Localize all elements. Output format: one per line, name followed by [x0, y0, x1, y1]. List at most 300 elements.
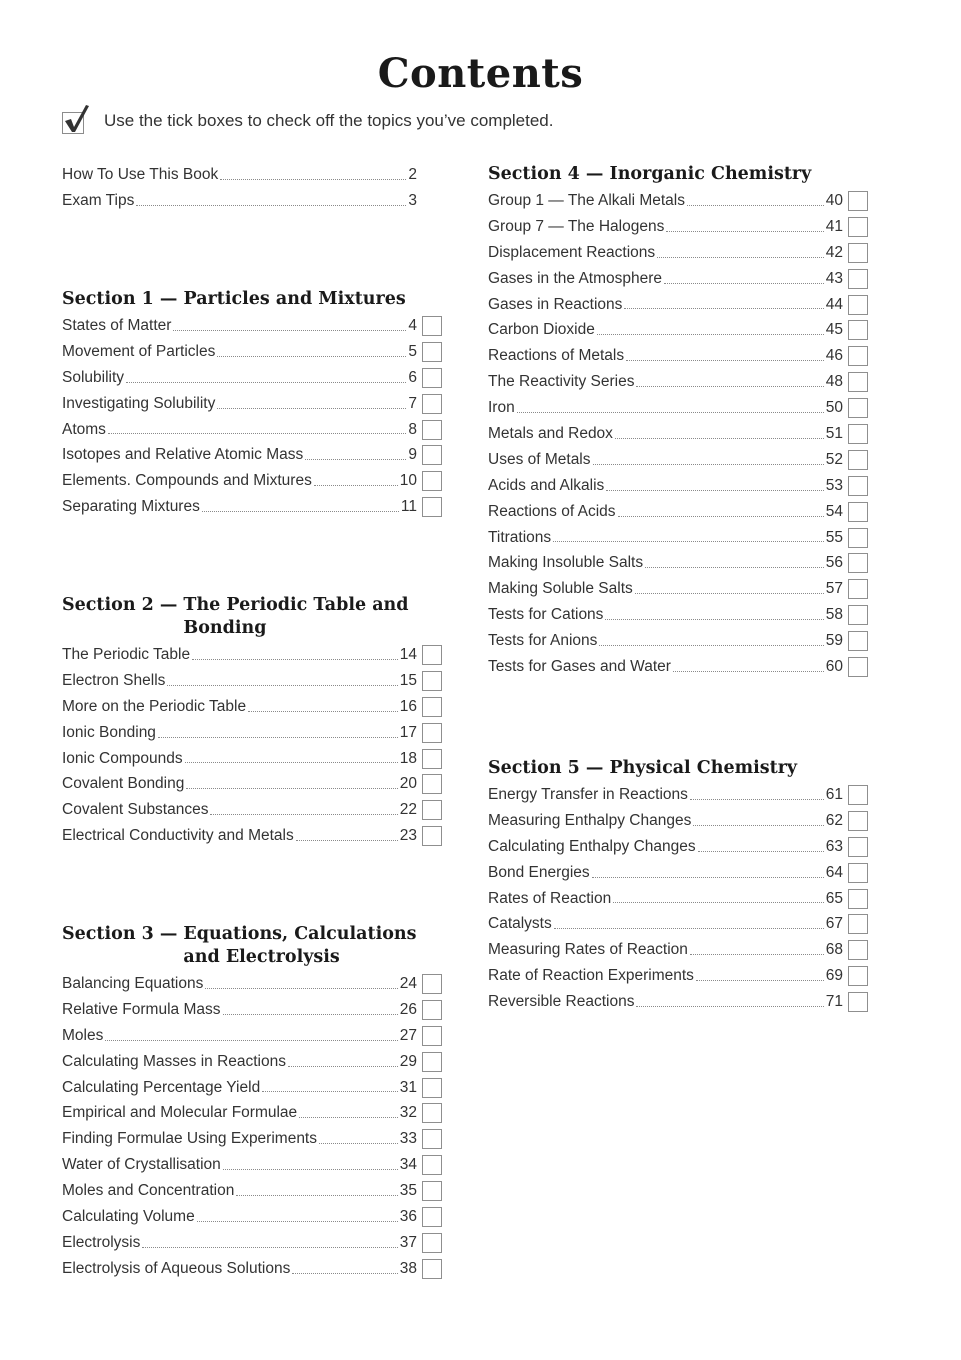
toc-entry[interactable]: [62, 1023, 442, 1049]
completion-checkbox[interactable]: [422, 471, 442, 491]
entry-title: Covalent Substances: [62, 801, 209, 819]
entry-title: Moles: [62, 1026, 104, 1044]
entry-page: 20: [399, 775, 417, 793]
entry-title: Making Insoluble Salts: [488, 554, 644, 572]
entry-page: 9: [408, 446, 417, 464]
completion-checkbox[interactable]: [422, 1155, 442, 1175]
dot-leader: [635, 592, 824, 594]
toc-entry[interactable]: [62, 797, 442, 823]
entry-title: Atoms: [62, 420, 106, 438]
entry-title: Uses of Metals: [488, 450, 591, 468]
dot-leader: [158, 736, 398, 738]
dot-leader: [296, 839, 398, 841]
entry-page: 57: [825, 580, 843, 598]
entry-title: Ionic Compounds: [62, 749, 183, 767]
completion-checkbox[interactable]: [848, 320, 868, 340]
entry-page: 69: [825, 967, 843, 985]
completion-checkbox[interactable]: [422, 1233, 442, 1253]
dot-leader: [314, 484, 398, 486]
entry-page: 11: [400, 498, 417, 516]
dot-leader: [126, 381, 406, 383]
toc-entry[interactable]: [488, 550, 868, 576]
entry-page: 16: [399, 697, 417, 715]
dot-leader: [262, 1090, 398, 1092]
entry-page: 26: [399, 1000, 417, 1018]
completion-checkbox[interactable]: [848, 785, 868, 805]
entry-title: Isotopes and Relative Atomic Mass: [62, 446, 304, 464]
toc-entry[interactable]: [488, 188, 868, 214]
toc-entry[interactable]: [62, 971, 442, 997]
toc-entry[interactable]: [488, 860, 868, 886]
entry-title: Calculating Volume: [62, 1207, 195, 1225]
entry-title: Moles and Concentration: [62, 1182, 235, 1200]
toc-entry[interactable]: [488, 240, 868, 266]
toc-entry[interactable]: [62, 997, 442, 1023]
section-heading: Section 4 — Inorganic Chemistry: [488, 164, 812, 184]
toc-entry[interactable]: [488, 602, 868, 628]
entry-title: Metals and Redox: [488, 424, 613, 442]
section-heading: Section 2 — The Periodic Table and Bonding: [62, 595, 409, 638]
entry-page: 17: [399, 723, 417, 741]
entry-page: 60: [825, 657, 843, 675]
completion-checkbox[interactable]: [422, 749, 442, 769]
entry-title: Electrolysis: [62, 1233, 141, 1251]
dot-leader: [217, 355, 406, 357]
completion-checkbox[interactable]: [848, 295, 868, 315]
entry-page: 54: [825, 502, 843, 520]
toc-entry[interactable]: [488, 963, 868, 989]
entry-page: 56: [825, 554, 843, 572]
completion-checkbox[interactable]: [422, 1078, 442, 1098]
entry-page: 50: [825, 399, 843, 417]
checked-tick-icon: [62, 112, 84, 134]
dot-leader: [605, 618, 823, 620]
toc-entry[interactable]: [488, 834, 868, 860]
completion-checkbox[interactable]: [848, 940, 868, 960]
entry-page: 36: [399, 1207, 417, 1225]
completion-checkbox[interactable]: [848, 837, 868, 857]
dot-leader: [299, 1116, 398, 1118]
entry-title: Investigating Solubility: [62, 394, 216, 412]
dot-leader: [553, 540, 824, 542]
dot-leader: [618, 515, 824, 517]
toc-entry[interactable]: [488, 473, 868, 499]
dot-leader: [292, 1272, 397, 1274]
dot-leader: [223, 1013, 398, 1015]
dot-leader: [593, 463, 824, 465]
entry-title: Group 1 — The Alkali Metals: [488, 191, 685, 209]
entry-page: 24: [399, 974, 417, 992]
entry-page: 41: [825, 217, 843, 235]
entry-page: 64: [825, 863, 843, 881]
dot-leader: [693, 824, 823, 826]
entry-page: 3: [408, 191, 417, 209]
toc-entry[interactable]: [488, 369, 868, 395]
toc-entry[interactable]: [62, 494, 442, 520]
completion-checkbox[interactable]: [422, 974, 442, 994]
entry-title: Rate of Reaction Experiments: [488, 967, 694, 985]
entry-page: 43: [825, 269, 843, 287]
entry-page: 8: [408, 420, 417, 438]
entry-title: Separating Mixtures: [62, 498, 200, 516]
completion-checkbox[interactable]: [422, 645, 442, 665]
toc-entry[interactable]: [62, 1204, 442, 1230]
toc-entry[interactable]: [488, 808, 868, 834]
entry-title: Exam Tips: [62, 191, 135, 209]
entry-page: 45: [825, 321, 843, 339]
toc-entry[interactable]: [62, 1100, 442, 1126]
toc-entry[interactable]: [488, 782, 868, 808]
entry-title: The Periodic Table: [62, 645, 191, 663]
completion-checkbox[interactable]: [848, 914, 868, 934]
entry-page: 52: [825, 450, 843, 468]
toc-entry[interactable]: [488, 576, 868, 602]
completion-checkbox[interactable]: [848, 372, 868, 392]
entry-page: 5: [408, 342, 417, 360]
section-heading: Section 3 — Equations, Calculations and Electrolysis: [62, 924, 417, 967]
entry-page: 65: [825, 889, 843, 907]
dot-leader: [202, 510, 399, 512]
dot-leader: [606, 489, 823, 491]
completion-checkbox[interactable]: [422, 774, 442, 794]
dot-leader: [624, 307, 823, 309]
entry-title: Measuring Rates of Reaction: [488, 941, 688, 959]
dot-leader: [657, 256, 824, 258]
entry-title: Carbon Dioxide: [488, 321, 595, 339]
entry-title: Catalysts: [488, 915, 552, 933]
completion-checkbox[interactable]: [422, 1052, 442, 1072]
toc-entry[interactable]: [488, 628, 868, 654]
completion-checkbox[interactable]: [422, 420, 442, 440]
section-4: [488, 163, 878, 680]
dot-leader: [142, 1246, 397, 1248]
section-5: [488, 757, 878, 1015]
dot-leader: [136, 204, 406, 206]
dot-leader: [626, 359, 824, 361]
entry-title: Tests for Gases and Water: [488, 657, 671, 675]
entry-title: Reactions of Acids: [488, 502, 616, 520]
entry-title: Tests for Cations: [488, 606, 604, 624]
toc-entry[interactable]: [62, 642, 442, 668]
entry-title: Titrations: [488, 528, 552, 546]
entry-title: Group 7 — The Halogens: [488, 217, 665, 235]
dot-leader: [613, 901, 824, 903]
toc-entry[interactable]: [62, 1178, 442, 1204]
toc-entry[interactable]: [62, 1230, 442, 1256]
entry-page: 68: [825, 941, 843, 959]
dot-leader: [599, 644, 823, 646]
entry-title: Elements. Compounds and Mixtures: [62, 472, 312, 490]
completion-checkbox[interactable]: [848, 553, 868, 573]
entry-title: Measuring Enthalpy Changes: [488, 811, 692, 829]
dot-leader: [167, 684, 397, 686]
completion-checkbox[interactable]: [422, 723, 442, 743]
completion-checkbox[interactable]: [848, 811, 868, 831]
toc-entry[interactable]: [488, 292, 868, 318]
entry-title: Covalent Bonding: [62, 775, 185, 793]
entry-page: 61: [825, 785, 843, 803]
dot-leader: [217, 407, 406, 409]
dot-leader: [108, 432, 406, 434]
entry-page: 22: [399, 801, 417, 819]
completion-checkbox[interactable]: [422, 445, 442, 465]
entry-title: Bond Energies: [488, 863, 590, 881]
entry-page: 48: [825, 373, 843, 391]
completion-checkbox[interactable]: [848, 579, 868, 599]
completion-checkbox[interactable]: [848, 863, 868, 883]
dot-leader: [305, 458, 406, 460]
section-3: [62, 923, 452, 1282]
toc-entry[interactable]: [62, 365, 442, 391]
entry-page: 18: [399, 749, 417, 767]
front-matter: [62, 162, 452, 214]
dot-leader: [554, 927, 824, 929]
toc-entry[interactable]: [62, 668, 442, 694]
entry-title: Reversible Reactions: [488, 993, 635, 1011]
completion-checkbox[interactable]: [848, 191, 868, 211]
entry-page: 71: [825, 993, 843, 1011]
toc-entry[interactable]: [62, 188, 442, 214]
completion-checkbox[interactable]: [422, 316, 442, 336]
toc-entry[interactable]: [488, 886, 868, 912]
toc-entry[interactable]: [488, 266, 868, 292]
toc-entry[interactable]: [488, 317, 868, 343]
dot-leader: [319, 1142, 398, 1144]
entry-title: Calculating Percentage Yield: [62, 1078, 261, 1096]
completion-checkbox[interactable]: [848, 528, 868, 548]
completion-checkbox[interactable]: [422, 697, 442, 717]
section-2: [62, 594, 452, 849]
entry-page: 58: [825, 606, 843, 624]
dot-leader: [186, 787, 397, 789]
completion-checkbox[interactable]: [422, 1000, 442, 1020]
toc-entry[interactable]: [62, 1049, 442, 1075]
dot-leader: [645, 566, 824, 568]
section-heading: Section 1 — Particles and Mixtures: [62, 289, 406, 309]
toc-entry[interactable]: [62, 694, 442, 720]
toc-entry[interactable]: [488, 525, 868, 551]
entry-page: 7: [408, 394, 417, 412]
completion-checkbox[interactable]: [422, 1129, 442, 1149]
entry-title: Electrolysis of Aqueous Solutions: [62, 1259, 291, 1277]
entry-title: Gases in the Atmosphere: [488, 269, 663, 287]
entry-page: 37: [399, 1233, 417, 1251]
completion-checkbox[interactable]: [848, 605, 868, 625]
toc-entry[interactable]: [62, 442, 442, 468]
completion-checkbox[interactable]: [422, 368, 442, 388]
toc-entry[interactable]: [488, 447, 868, 473]
toc-entry[interactable]: [488, 911, 868, 937]
dot-leader: [636, 385, 823, 387]
toc-entry[interactable]: [62, 746, 442, 772]
entry-page: 2: [408, 165, 417, 183]
entry-page: 55: [825, 528, 843, 546]
entry-title: Calculating Masses in Reactions: [62, 1052, 286, 1070]
entry-page: 53: [825, 476, 843, 494]
completion-checkbox[interactable]: [422, 1181, 442, 1201]
dot-leader: [615, 437, 824, 439]
dot-leader: [220, 178, 406, 180]
entry-title: More on the Periodic Table: [62, 697, 247, 715]
completion-checkbox[interactable]: [848, 424, 868, 444]
toc-entry[interactable]: [62, 1075, 442, 1101]
dot-leader: [197, 1220, 398, 1222]
dot-leader: [696, 979, 824, 981]
entry-page: 4: [408, 316, 417, 334]
entry-title: Tests for Anions: [488, 632, 598, 650]
section-heading: Section 5 — Physical Chemistry: [488, 758, 798, 778]
completion-checkbox[interactable]: [848, 631, 868, 651]
entry-title: Acids and Alkalis: [488, 476, 605, 494]
dot-leader: [664, 282, 824, 284]
dot-leader: [105, 1039, 397, 1041]
dot-leader: [236, 1194, 397, 1196]
toc-entry[interactable]: [62, 417, 442, 443]
entry-page: 42: [825, 243, 843, 261]
dot-leader: [192, 658, 398, 660]
toc-entry[interactable]: [62, 313, 442, 339]
entry-page: 44: [825, 295, 843, 313]
entry-page: 38: [399, 1259, 417, 1277]
toc-entry[interactable]: [488, 343, 868, 369]
completion-checkbox[interactable]: [848, 966, 868, 986]
entry-page: 6: [408, 368, 417, 386]
entry-title: Water of Crystallisation: [62, 1156, 221, 1174]
entry-title: Empirical and Molecular Formulae: [62, 1104, 298, 1122]
entry-page: 67: [825, 915, 843, 933]
entry-title: Electrical Conductivity and Metals: [62, 827, 294, 845]
completion-checkbox[interactable]: [422, 1259, 442, 1279]
completion-checkbox[interactable]: [848, 657, 868, 677]
entry-title: Electron Shells: [62, 671, 166, 689]
completion-checkbox[interactable]: [422, 1026, 442, 1046]
entry-page: 40: [825, 191, 843, 209]
entry-title: Iron: [488, 399, 515, 417]
toc-entry[interactable]: [62, 391, 442, 417]
entry-title: Ionic Bonding: [62, 723, 156, 741]
toc-entry[interactable]: [62, 1152, 442, 1178]
dot-leader: [223, 1168, 398, 1170]
dot-leader: [205, 987, 397, 989]
intro-text: Use the tick boxes to check off the topics you’ve completed.: [104, 111, 554, 130]
entry-title: Balancing Equations: [62, 974, 204, 992]
dot-leader: [173, 329, 406, 331]
entry-title: How To Use This Book: [62, 165, 219, 183]
entry-page: 34: [399, 1156, 417, 1174]
dot-leader: [690, 953, 824, 955]
entry-page: 27: [399, 1026, 417, 1044]
dot-leader: [690, 798, 824, 800]
completion-checkbox[interactable]: [848, 502, 868, 522]
dot-leader: [592, 876, 824, 878]
section-1: [62, 288, 452, 520]
entry-page: 15: [399, 671, 417, 689]
toc-entry[interactable]: [62, 720, 442, 746]
toc-entry[interactable]: [488, 989, 868, 1015]
entry-page: 35: [399, 1182, 417, 1200]
completion-checkbox[interactable]: [422, 800, 442, 820]
completion-checkbox[interactable]: [422, 1103, 442, 1123]
entry-title: Reactions of Metals: [488, 347, 625, 365]
dot-leader: [248, 710, 398, 712]
completion-checkbox[interactable]: [422, 342, 442, 362]
entry-title: Making Soluble Salts: [488, 580, 633, 598]
dot-leader: [636, 1005, 823, 1007]
entry-page: 29: [399, 1052, 417, 1070]
completion-checkbox[interactable]: [848, 992, 868, 1012]
completion-checkbox[interactable]: [422, 394, 442, 414]
dot-leader: [517, 411, 824, 413]
entry-title: Rates of Reaction: [488, 889, 612, 907]
page-title: Contents: [377, 50, 584, 97]
entry-page: 63: [825, 837, 843, 855]
entry-page: 14: [399, 645, 417, 663]
dot-leader: [666, 230, 823, 232]
dot-leader: [210, 813, 397, 815]
entry-title: Solubility: [62, 368, 125, 386]
completion-checkbox[interactable]: [848, 243, 868, 263]
completion-checkbox[interactable]: [848, 346, 868, 366]
entry-title: The Reactivity Series: [488, 373, 635, 391]
toc-entry[interactable]: [62, 339, 442, 365]
toc-entry[interactable]: [62, 1126, 442, 1152]
entry-title: States of Matter: [62, 316, 172, 334]
toc-entry[interactable]: [488, 395, 868, 421]
entry-page: 33: [399, 1130, 417, 1148]
dot-leader: [597, 333, 824, 335]
entry-page: 23: [399, 827, 417, 845]
entry-page: 10: [399, 472, 417, 490]
toc-entry[interactable]: [488, 214, 868, 240]
entry-title: Movement of Particles: [62, 342, 216, 360]
completion-checkbox[interactable]: [422, 497, 442, 517]
completion-checkbox[interactable]: [848, 217, 868, 237]
completion-checkbox[interactable]: [848, 450, 868, 470]
toc-entry[interactable]: [62, 823, 442, 849]
entry-title: Calculating Enthalpy Changes: [488, 837, 696, 855]
entry-page: 59: [825, 632, 843, 650]
entry-title: Displacement Reactions: [488, 243, 656, 261]
toc-entry[interactable]: [488, 499, 868, 525]
entry-title: Energy Transfer in Reactions: [488, 785, 688, 803]
toc-entry[interactable]: [488, 654, 868, 680]
entry-page: 46: [825, 347, 843, 365]
toc-entry[interactable]: [62, 1256, 442, 1282]
entry-page: 51: [825, 424, 843, 442]
completion-checkbox[interactable]: [848, 398, 868, 418]
dot-leader: [687, 204, 824, 206]
dot-leader: [698, 850, 824, 852]
completion-checkbox[interactable]: [848, 889, 868, 909]
toc-entry[interactable]: [488, 937, 868, 963]
entry-title: Relative Formula Mass: [62, 1000, 221, 1018]
toc-entry[interactable]: [62, 162, 442, 188]
dot-leader: [288, 1065, 398, 1067]
completion-checkbox[interactable]: [422, 826, 442, 846]
completion-checkbox[interactable]: [422, 671, 442, 691]
toc-entry[interactable]: [488, 421, 868, 447]
completion-checkbox[interactable]: [848, 269, 868, 289]
completion-checkbox[interactable]: [848, 476, 868, 496]
entry-page: 62: [825, 811, 843, 829]
entry-page: 31: [399, 1078, 417, 1096]
entry-title: Finding Formulae Using Experiments: [62, 1130, 317, 1148]
dot-leader: [185, 761, 398, 763]
completion-checkbox[interactable]: [422, 1207, 442, 1227]
toc-entry[interactable]: [62, 771, 442, 797]
dot-leader: [673, 670, 824, 672]
toc-entry[interactable]: [62, 468, 442, 494]
